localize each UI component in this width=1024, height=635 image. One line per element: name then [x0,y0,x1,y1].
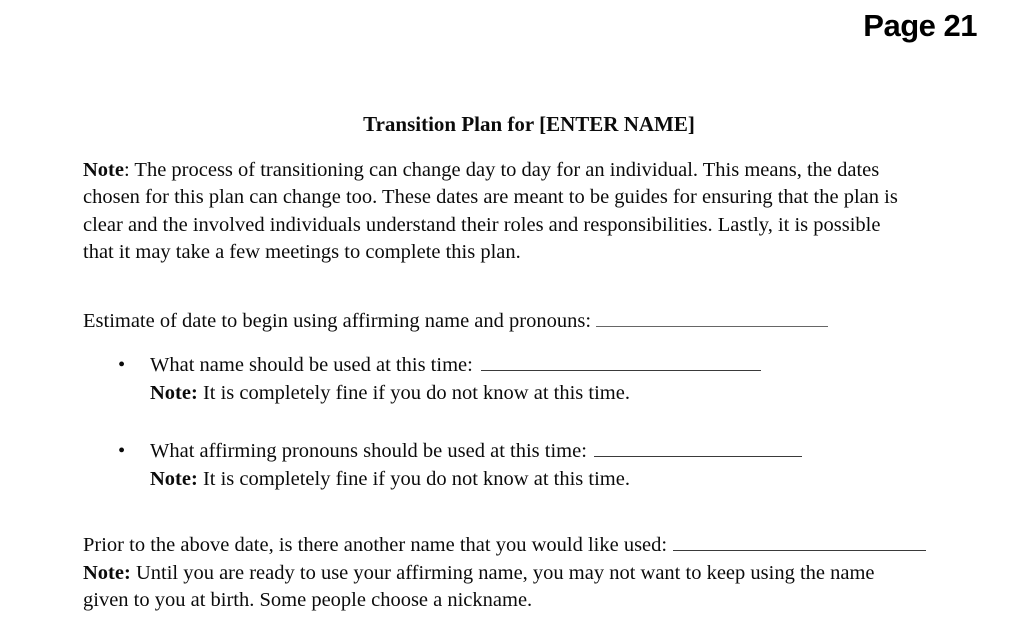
intro-line-1 [83,157,975,185]
note-label: Note: [150,467,198,490]
prior-note-row-2: given to you at birth. Some people choose a nickname. [83,589,533,611]
name-note-text: It is completely fine if you do not know at this time. [197,381,630,404]
estimate-date-label: Estimate of date to begin using affirming name and pronouns: [83,309,592,332]
pronouns-question-row [150,438,975,466]
name-note-row [150,380,975,408]
bullet-item-name [83,352,975,407]
page-number-label: Page 21 [863,8,977,43]
bullet-icon: • [118,440,126,462]
bullet-icon: • [118,354,126,376]
prior-note-line-1: Until you are ready to use your affirming name, you may not want to keep using the name [130,561,875,584]
pronouns-note-row [150,466,975,494]
document-title: Transition Plan for [ENTER NAME] [363,112,695,136]
estimate-date-blank [596,308,828,327]
note-label: Note: [83,561,131,584]
intro-line-4: that it may take a few meetings to complete this plan. [83,241,521,263]
prior-question-row [83,532,975,560]
name-question-row [150,352,975,380]
bullet-item-pronouns [83,438,975,493]
name-question-label: What name should be used at this time: [150,354,473,376]
pronouns-note-text: It is completely fine if you do not know at this time. [197,467,630,490]
pronouns-question-label: What affirming pronouns should be used at this time: [150,440,587,462]
document-content [0,111,1024,615]
prior-name-section [83,532,975,615]
estimate-date-row [83,308,975,336]
intro-line-3: clear and the involved individuals understand their roles and responsibilities. Lastly, it is possible [83,213,881,236]
intro-paragraph [83,157,975,267]
prior-note-row-1 [83,560,975,588]
intro-line-1-text: : The process of transitioning can change day to day for an individual. This means, the dates [123,158,880,181]
page-header [0,0,1024,43]
prior-question-label: Prior to the above date, is there another name that you would like used: [83,534,668,556]
intro-line-2: chosen for this plan can change too. These dates are meant to be guides for ensuring that the plan is [83,186,898,208]
pronouns-blank [594,438,802,457]
name-blank [481,352,761,371]
note-label: Note [83,158,124,181]
prior-name-blank [673,532,926,551]
note-label: Note: [150,381,198,404]
